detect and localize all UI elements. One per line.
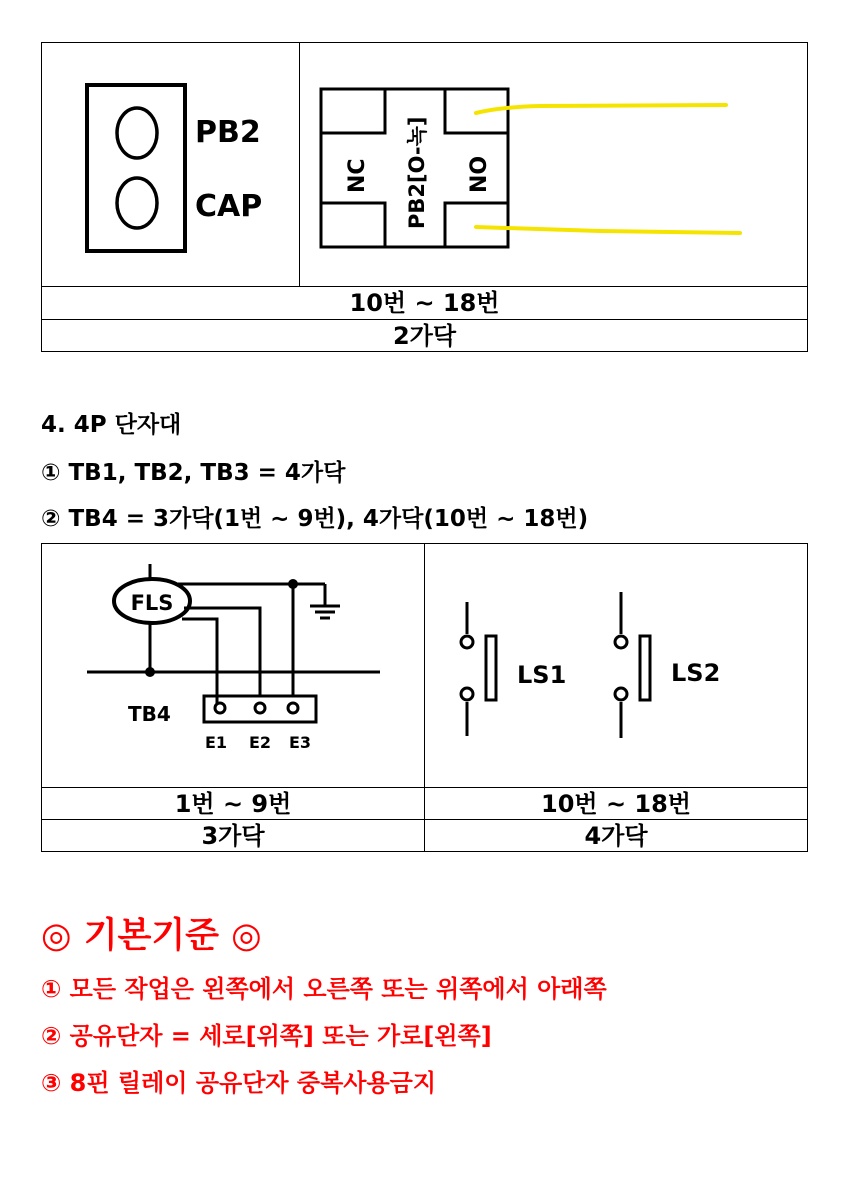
section4-line1: ① TB1, TB2, TB3 = 4가닥 xyxy=(41,460,346,486)
pb2-switch-diagram xyxy=(300,43,808,287)
e2-label: E2 xyxy=(248,733,272,752)
e1-label: E1 xyxy=(204,733,228,752)
switch-center-label: PB2[O-녹] xyxy=(405,116,429,229)
ls1-label: LS1 xyxy=(517,661,567,689)
section4-heading: 4. 4P 단자대 xyxy=(41,412,182,438)
no-bottom-wire xyxy=(476,227,740,233)
tb4-left-range-cell: 1번 ~ 9번 xyxy=(42,788,425,820)
ls-switch-cell xyxy=(425,544,808,788)
tb4-left-strips-cell: 3가닥 xyxy=(42,820,425,852)
ls2-label: LS2 xyxy=(671,659,721,687)
e1-terminal xyxy=(215,703,225,713)
tb4-right-strips-cell: 4가닥 xyxy=(425,820,808,852)
criteria-item3: ③ 8핀 릴레이 공유단자 중복사용금지 xyxy=(41,1069,437,1097)
pb2-lamp-circle xyxy=(117,108,157,158)
ls-switch-diagram xyxy=(425,544,808,788)
ls1-contact xyxy=(486,636,496,700)
switch-nc-label: NC xyxy=(345,158,370,193)
pb2-strips-cell: 2가닥 xyxy=(42,320,808,352)
cap-lamp-circle xyxy=(117,178,157,228)
e3-terminal xyxy=(288,703,298,713)
no-top-wire xyxy=(476,105,726,113)
cap-label: CAP xyxy=(195,189,263,224)
ls2-contact xyxy=(640,636,650,700)
pb2-cap-lamp-diagram xyxy=(42,43,300,287)
criteria-title: ◎ 기본기준 ◎ xyxy=(41,916,262,956)
fls-label: FLS xyxy=(130,591,174,615)
e3-label: E3 xyxy=(288,733,312,752)
pb2-switch-cell xyxy=(300,43,808,287)
tb4-label: TB4 xyxy=(128,702,171,726)
pb2-range-cell: 10번 ~ 18번 xyxy=(42,287,808,320)
tb4-wiring-table xyxy=(41,543,808,852)
e2-terminal xyxy=(255,703,265,713)
pb2-cap-cell xyxy=(42,43,300,287)
tb4-right-range-cell: 10번 ~ 18번 xyxy=(425,788,808,820)
pb2-wiring-table xyxy=(41,42,808,352)
switch-no-label: NO xyxy=(467,155,492,193)
section4-line2: ② TB4 = 3가닥(1번 ~ 9번), 4가닥(10번 ~ 18번) xyxy=(41,506,589,532)
criteria-item1: ① 모든 작업은 왼쪽에서 오른쪽 또는 위쪽에서 아래쪽 xyxy=(41,975,607,1003)
fls-tb4-cell xyxy=(42,544,425,788)
fls-tb4-diagram xyxy=(42,544,425,788)
criteria-item2: ② 공유단자 = 세로[위쪽] 또는 가로[왼쪽] xyxy=(41,1022,492,1050)
pb2-label: PB2 xyxy=(195,115,261,150)
